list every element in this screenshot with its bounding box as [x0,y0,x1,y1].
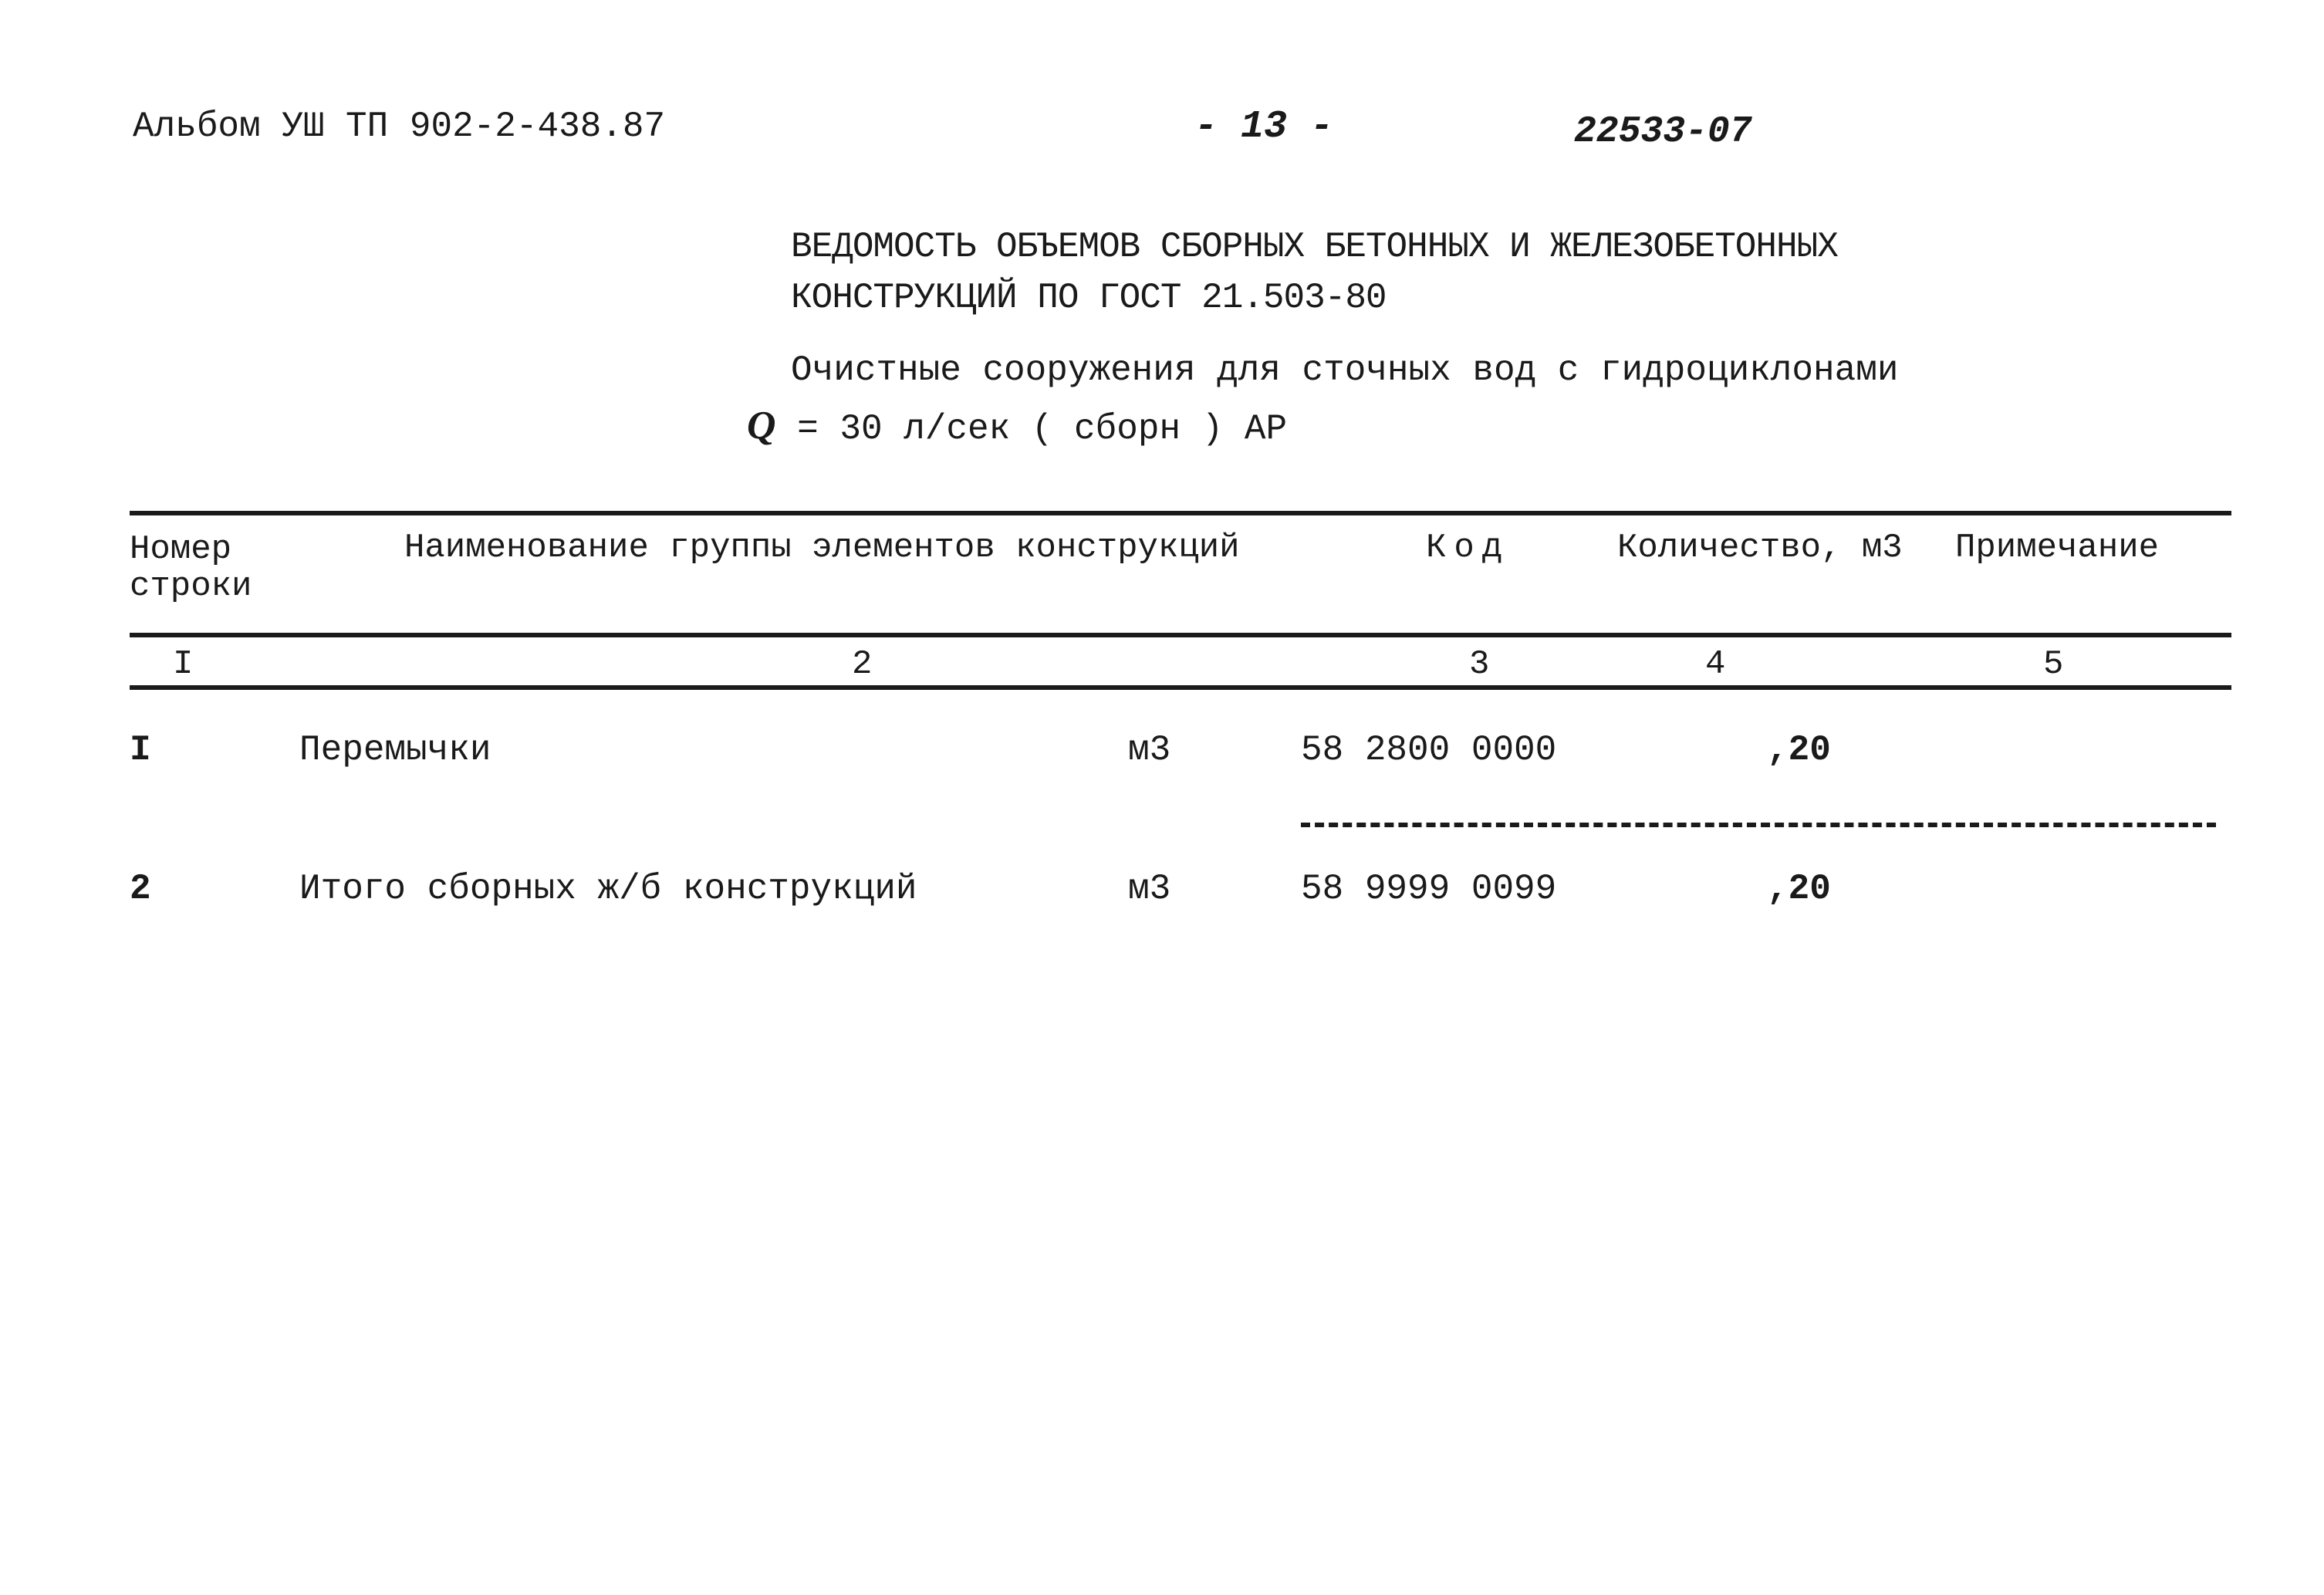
header-quantity: Количество, м3 [1617,529,1903,567]
row-quantity: ,20 [1767,730,1831,770]
header-note: Примечание [1955,529,2160,567]
row-unit: м3 [1128,730,1171,770]
header-element-group-name: Наименование группы элементов конструкций [404,529,1240,567]
column-number-1: I [173,645,194,684]
subtotal-dashed-rule [1301,823,2216,827]
row-code: 58 2800 0000 [1301,730,1557,770]
subtitle-line-2 [747,403,1287,449]
header-bottom-rule [130,633,2231,637]
page-number: - 13 - [1194,105,1334,149]
subtitle-line-1: Очистные сооружения для сточных вод с гидроциклонами [791,350,1899,390]
album-reference: Альбом УШ ТП 902-2-438.87 [133,106,666,147]
column-numbers-rule [130,685,2231,690]
column-number-3: 3 [1469,645,1490,684]
flow-rate-text: = 30 л/сек ( сборн ) АР [775,409,1288,449]
row-name: Перемычки [299,730,491,770]
row-unit: м3 [1128,869,1171,909]
document-title-line-2: КОНСТРУКЦИЙ ПО ГОСТ 21.503-80 [791,278,1387,318]
flow-rate-symbol: Q [747,404,776,448]
header-code: Код [1426,529,1511,567]
table-top-rule [130,511,2231,515]
document-title-line-1: ВЕДОМОСТЬ ОБЪЕМОВ СБОРНЫХ БЕТОННЫХ И ЖЕЛЕЗОБЕТОННЫХ [791,227,1838,267]
header-row-number-line-2: строки [130,567,252,606]
header-row-number-line-1: Номер [130,530,232,569]
header-row-number [130,531,252,605]
row-number: I [130,730,151,770]
document-code: 22533-07 [1574,111,1752,153]
row-code: 58 9999 0099 [1301,869,1557,909]
row-name: Итого сборных ж/б конструкций [299,869,917,909]
row-number: 2 [130,869,151,909]
column-number-4: 4 [1705,645,1726,684]
row-quantity: ,20 [1767,869,1831,909]
column-number-2: 2 [852,645,873,684]
column-number-5: 5 [2043,645,2064,684]
